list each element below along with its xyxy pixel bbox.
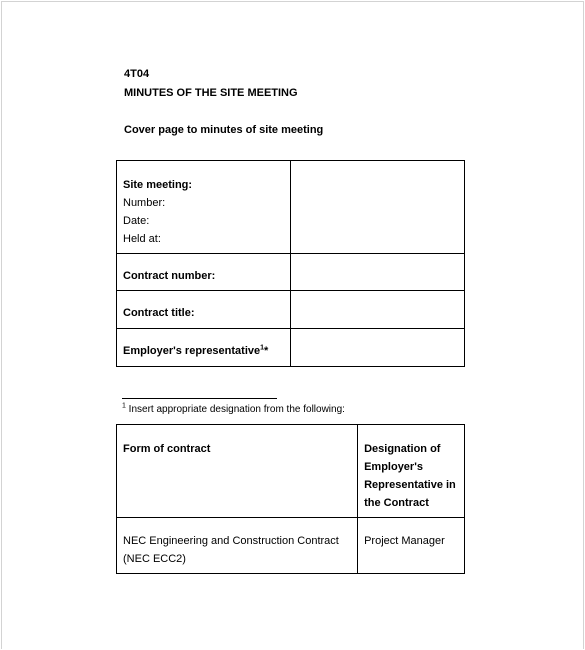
footnote-divider: [122, 398, 277, 399]
document-code: 4T04: [124, 68, 150, 80]
form-of-contract-header-text: Form of contract: [123, 443, 211, 455]
contract-number-value-cell[interactable]: [290, 254, 464, 291]
employers-rep-star: *: [264, 345, 269, 357]
held-at-label: Held at:: [123, 233, 161, 245]
designation-text: Project Manager: [364, 535, 445, 547]
employers-rep-label: Employer's representative: [123, 345, 261, 357]
document-title: MINUTES OF THE SITE MEETING: [124, 87, 298, 99]
form-of-contract-header: [117, 425, 358, 518]
contract-number-label: Contract number:: [123, 270, 216, 282]
contract-title-label: Contract title:: [123, 307, 195, 319]
designation-table: [116, 424, 465, 574]
site-meeting-value-cell[interactable]: [290, 161, 464, 254]
table-row: [117, 518, 465, 574]
contract-number-cell: [117, 254, 291, 291]
site-meeting-cell: [117, 161, 291, 254]
footnote-ref: 1: [260, 344, 265, 352]
footnote: [122, 404, 345, 415]
footnote-text: Insert appropriate designation from the following:: [125, 404, 345, 415]
contract-title-cell: [117, 291, 291, 329]
contract-form-text: NEC Engineering and Construction Contract (NEC ECC2): [123, 535, 339, 565]
employers-rep-value-cell[interactable]: [290, 329, 464, 367]
footnote-marker: 1: [122, 402, 126, 410]
contract-form-cell: [117, 518, 358, 574]
document-subtitle: Cover page to minutes of site meeting: [124, 124, 324, 136]
designation-header-text: Designation of Employer's Representative in the Contract: [364, 443, 456, 509]
contract-title-value-cell[interactable]: [290, 291, 464, 329]
designation-header: [358, 425, 465, 518]
number-label: Number:: [123, 197, 166, 209]
site-meeting-label: Site meeting:: [123, 179, 193, 191]
date-label: Date:: [123, 215, 150, 227]
cover-table: [116, 160, 465, 367]
designation-cell: [358, 518, 465, 574]
employers-rep-cell: [117, 329, 291, 367]
